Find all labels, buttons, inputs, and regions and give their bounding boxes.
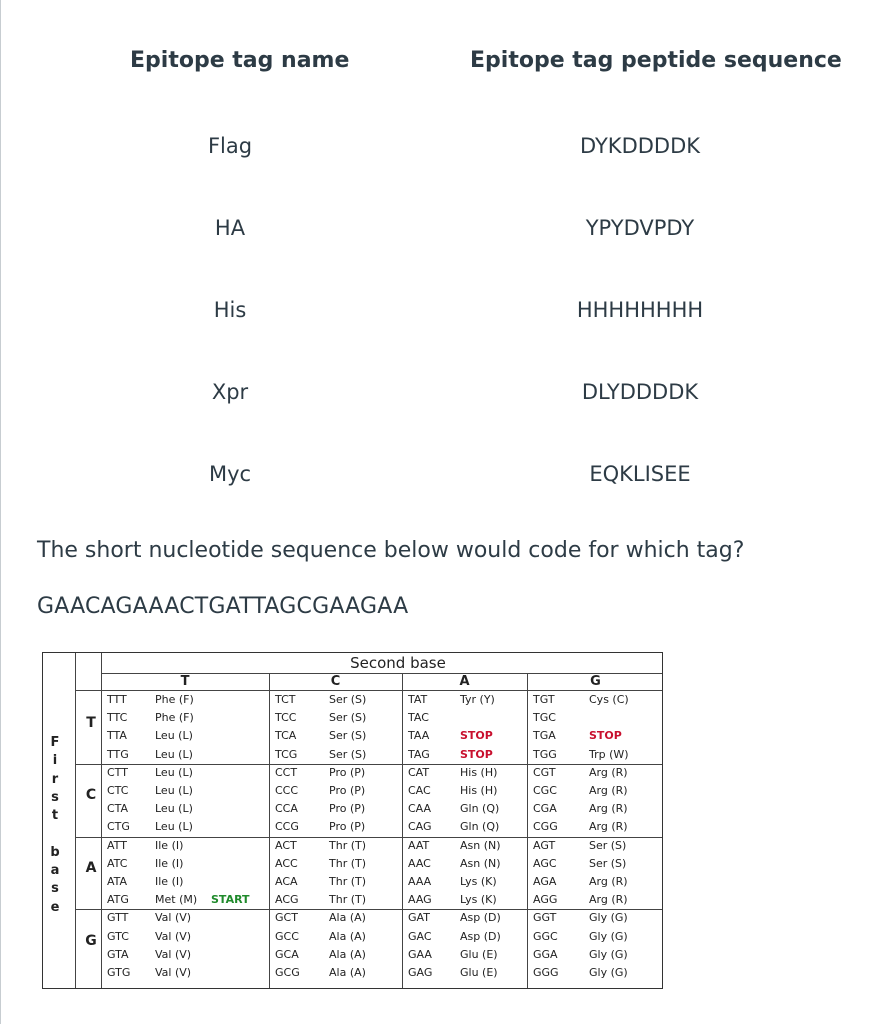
first-base-label-letter: e — [50, 899, 60, 915]
column-header-peptide-sequence: Epitope tag peptide sequence — [470, 48, 842, 73]
first-base-t: T — [86, 714, 96, 731]
codon-entry — [107, 782, 267, 800]
first-base-label-letter: b — [50, 844, 60, 860]
amino-acid: Gly (G) — [589, 947, 628, 961]
codon: GCT — [275, 911, 298, 925]
codon: TGC — [533, 711, 556, 725]
second-base-c: C — [330, 674, 341, 689]
codon-entry — [107, 873, 267, 891]
first-base-label-letter: s — [51, 789, 59, 805]
amino-acid: Ala (A) — [329, 929, 366, 943]
tag-name: Xpr — [211, 380, 249, 404]
tag-row — [0, 380, 890, 420]
amino-acid: Leu (L) — [155, 820, 193, 834]
codon: CAA — [408, 802, 432, 816]
codon-entry — [408, 891, 525, 909]
amino-acid: Cys (C) — [589, 693, 629, 706]
first-base-label-letter: r — [51, 771, 59, 787]
table-divider — [527, 673, 528, 988]
codon: CAC — [408, 784, 431, 797]
stop-label: STOP — [460, 729, 493, 743]
codon: GCC — [275, 929, 299, 943]
codon: GGT — [533, 911, 557, 925]
codon: GTC — [107, 929, 129, 943]
codon-entry — [533, 873, 662, 891]
codon-entry — [107, 855, 267, 873]
codon-entry — [408, 909, 525, 927]
amino-acid: Gly (G) — [589, 929, 628, 943]
first-base-c: C — [85, 787, 97, 804]
codon-entry — [275, 928, 400, 946]
amino-acid: Leu (L) — [155, 729, 193, 743]
codon: GAA — [408, 947, 432, 961]
amino-acid: Ser (S) — [329, 747, 367, 761]
tag-name: HA — [214, 216, 246, 240]
amino-acid: Leu (L) — [155, 802, 193, 816]
codon-entry — [275, 727, 400, 745]
tag-sequence: EQKLISEE — [589, 462, 691, 486]
codon-entry — [408, 800, 525, 818]
codon: AGC — [533, 856, 557, 870]
codon: GGA — [533, 947, 558, 961]
amino-acid: Glu (E) — [460, 966, 498, 979]
amino-acid: Arg (R) — [589, 893, 628, 907]
amino-acid: Lys (K) — [460, 893, 497, 907]
codon: GAT — [408, 911, 430, 925]
codon: TTT — [107, 693, 127, 706]
codon: TGT — [533, 693, 555, 706]
codon-entry — [107, 909, 267, 927]
codon: CAT — [408, 765, 430, 779]
amino-acid: Pro (P) — [329, 820, 366, 834]
amino-acid: Trp (W) — [589, 747, 629, 761]
amino-acid: Glu (E) — [460, 947, 498, 961]
codon-entry — [275, 818, 400, 836]
stop-label: STOP — [460, 747, 493, 761]
tag-sequence: DYKDDDDK — [579, 134, 701, 158]
codon-entry — [107, 691, 267, 709]
codon: TCC — [275, 711, 297, 725]
codon: ATA — [107, 875, 128, 888]
codon-entry — [533, 928, 662, 946]
tag-sequence: DLYDDDDK — [581, 380, 699, 404]
codon: CGT — [533, 765, 556, 779]
table-divider — [75, 653, 76, 988]
codon-entry — [107, 727, 267, 745]
codon-entry — [275, 782, 400, 800]
codon-entry — [408, 873, 525, 891]
codon: CCT — [275, 765, 298, 779]
codon-entry — [533, 691, 662, 709]
amino-acid: Gly (G) — [589, 966, 628, 979]
table-divider — [269, 673, 270, 988]
codon-entry — [107, 746, 267, 764]
codon: TAT — [408, 693, 428, 706]
codon: CTC — [107, 784, 129, 797]
amino-acid: Ser (S) — [329, 711, 367, 725]
amino-acid: Thr (T) — [329, 856, 367, 870]
codon-entry — [533, 800, 662, 818]
amino-acid: Phe (F) — [155, 693, 194, 706]
codon: GCG — [275, 966, 300, 979]
codon: TGG — [533, 747, 557, 761]
amino-acid: Ala (A) — [329, 966, 366, 979]
codon-entry — [533, 946, 662, 964]
codon: TGA — [533, 729, 556, 743]
codon: ACG — [275, 893, 299, 907]
amino-acid: Arg (R) — [589, 875, 628, 888]
codon-entry — [107, 764, 267, 782]
codon-entry — [275, 691, 400, 709]
amino-acid: Ile (I) — [155, 875, 184, 888]
amino-acid: Arg (R) — [589, 820, 628, 834]
codon-entry — [107, 818, 267, 836]
codon: CGG — [533, 820, 558, 834]
amino-acid: Arg (R) — [589, 802, 628, 816]
first-base-label-letter: F — [50, 735, 60, 750]
codon: GAG — [408, 966, 433, 979]
amino-acid: Asp (D) — [460, 911, 501, 925]
second-base-g: G — [590, 674, 601, 689]
second-base-title: Second base — [350, 654, 446, 672]
codon-entry — [533, 764, 662, 782]
codon-entry — [408, 837, 525, 855]
codon: AGT — [533, 838, 556, 852]
codon-entry — [533, 727, 662, 745]
table-divider — [402, 673, 403, 988]
codon: ACC — [275, 856, 298, 870]
codon: ATG — [107, 893, 129, 907]
amino-acid: Asn (N) — [460, 838, 501, 852]
codon: AAC — [408, 856, 431, 870]
codon: CAG — [408, 820, 432, 834]
codon-entry — [275, 964, 400, 982]
codon-entry — [408, 764, 525, 782]
amino-acid: Met (M) — [155, 893, 198, 907]
codon: ATC — [107, 856, 128, 870]
codon-entry — [275, 855, 400, 873]
codon: GGG — [533, 966, 559, 979]
amino-acid: Ala (A) — [329, 911, 366, 925]
codon-entry — [275, 764, 400, 782]
codon-entry — [275, 709, 400, 727]
codon-entry — [533, 855, 662, 873]
codon: TCT — [275, 693, 296, 706]
codon: TTG — [107, 747, 129, 761]
table-divider — [101, 653, 102, 988]
codon-entry — [408, 928, 525, 946]
amino-acid: Arg (R) — [589, 765, 628, 779]
codon: GTG — [107, 966, 131, 979]
codon-entry — [408, 946, 525, 964]
codon-entry — [408, 782, 525, 800]
codon: GTT — [107, 911, 129, 925]
codon-entry — [275, 946, 400, 964]
codon-entry — [533, 891, 662, 909]
codon-entry — [533, 782, 662, 800]
codon: ACT — [275, 838, 297, 852]
tag-name: Flag — [207, 134, 253, 158]
tag-sequence: HHHHHHHH — [576, 298, 704, 322]
codon: TTC — [107, 711, 128, 725]
amino-acid: Leu (L) — [155, 765, 193, 779]
codon: AAA — [408, 875, 432, 888]
amino-acid: Lys (K) — [460, 875, 497, 888]
codon: CTA — [107, 802, 129, 816]
codon-entry — [408, 709, 525, 727]
tag-sequence: YPYDVPDY — [585, 216, 695, 240]
amino-acid: Ser (S) — [329, 693, 367, 706]
question-text: The short nucleotide sequence below would code for which tag? — [37, 538, 745, 563]
codon: CGA — [533, 802, 557, 816]
codon-entry — [107, 964, 267, 982]
codon-entry — [533, 709, 662, 727]
codon: TAC — [408, 711, 429, 725]
amino-acid: Val (V) — [155, 947, 192, 961]
amino-acid: Ser (S) — [589, 838, 627, 852]
tag-name: Myc — [208, 462, 252, 486]
codon-entry — [533, 837, 662, 855]
codon-entry — [107, 800, 267, 818]
codon-table-image — [42, 652, 663, 989]
amino-acid: Asp (D) — [460, 929, 501, 943]
codon: CCC — [275, 784, 299, 797]
amino-acid: Thr (T) — [329, 838, 367, 852]
amino-acid: His (H) — [460, 784, 498, 797]
codon: AGG — [533, 893, 558, 907]
codon: CCA — [275, 802, 298, 816]
amino-acid: Val (V) — [155, 911, 192, 925]
second-base-a: A — [459, 674, 470, 689]
codon: CTG — [107, 820, 130, 834]
codon-entry — [275, 873, 400, 891]
codon-entry — [408, 691, 525, 709]
tag-row — [0, 216, 890, 256]
codon-entry — [107, 928, 267, 946]
start-label: START — [211, 893, 250, 907]
amino-acid: Val (V) — [155, 929, 192, 943]
amino-acid: Ile (I) — [155, 856, 184, 870]
codon: AGA — [533, 875, 557, 888]
amino-acid: Leu (L) — [155, 747, 193, 761]
first-base-a: A — [85, 860, 97, 877]
stop-label: STOP — [589, 729, 622, 743]
second-base-t: T — [180, 674, 190, 689]
amino-acid: Pro (P) — [329, 802, 366, 816]
codon-entry — [533, 746, 662, 764]
codon-entry — [533, 818, 662, 836]
nucleotide-sequence: GAACAGAAACTGATTAGCGAAGAA — [37, 594, 409, 619]
amino-acid: Ser (S) — [589, 856, 627, 870]
codon: CTT — [107, 765, 128, 779]
codon: TCG — [275, 747, 298, 761]
codon: GAC — [408, 929, 432, 943]
codon-entry — [408, 746, 525, 764]
codon: TAA — [408, 729, 430, 743]
amino-acid: His (H) — [460, 765, 498, 779]
codon-entry — [275, 800, 400, 818]
amino-acid: Val (V) — [155, 966, 192, 979]
codon-entry — [275, 891, 400, 909]
codon-entry — [408, 964, 525, 982]
codon: AAT — [408, 838, 430, 852]
amino-acid: Thr (T) — [329, 875, 367, 888]
codon: TCA — [275, 729, 297, 743]
tag-row — [0, 134, 890, 174]
codon: GTA — [107, 947, 129, 961]
codon-entry — [408, 855, 525, 873]
amino-acid: Phe (F) — [155, 711, 194, 725]
codon-entry — [408, 727, 525, 745]
codon: TTA — [107, 729, 127, 743]
first-base-label-letter: a — [50, 863, 60, 879]
codon-entry — [107, 837, 267, 855]
first-base-label-letter: s — [51, 881, 59, 897]
codon: CGC — [533, 784, 557, 797]
amino-acid: Gln (Q) — [460, 820, 500, 834]
codon: GCA — [275, 947, 299, 961]
amino-acid: Thr (T) — [329, 893, 367, 907]
amino-acid: Asn (N) — [460, 856, 501, 870]
first-base-label-letter: t — [51, 808, 59, 824]
tag-row — [0, 462, 890, 502]
codon-entry — [107, 946, 267, 964]
amino-acid: Ser (S) — [329, 729, 367, 743]
column-header-tag-name: Epitope tag name — [130, 48, 350, 73]
codon: ATT — [107, 838, 127, 852]
codon: ACA — [275, 875, 298, 888]
codon-entry — [275, 909, 400, 927]
amino-acid: Gln (Q) — [460, 802, 500, 816]
codon: AAG — [408, 893, 432, 907]
codon: CCG — [275, 820, 299, 834]
amino-acid: Leu (L) — [155, 784, 193, 797]
codon-entry — [275, 837, 400, 855]
codon-entry — [107, 709, 267, 727]
codon-entry — [107, 891, 267, 909]
tag-name: His — [213, 298, 247, 322]
codon-entry — [533, 964, 662, 982]
amino-acid: Ala (A) — [329, 947, 366, 961]
tag-row — [0, 298, 890, 338]
first-base-label-letter: i — [52, 753, 58, 769]
amino-acid: Pro (P) — [329, 784, 366, 797]
first-base-g: G — [85, 933, 97, 950]
codon-entry — [275, 746, 400, 764]
codon: TAG — [408, 747, 430, 761]
amino-acid: Ile (I) — [155, 838, 184, 852]
amino-acid: Gly (G) — [589, 911, 628, 925]
amino-acid: Tyr (Y) — [460, 693, 495, 706]
amino-acid: Arg (R) — [589, 784, 628, 797]
codon-entry — [533, 909, 662, 927]
amino-acid: Pro (P) — [329, 765, 366, 779]
codon-entry — [408, 818, 525, 836]
codon: GGC — [533, 929, 558, 943]
